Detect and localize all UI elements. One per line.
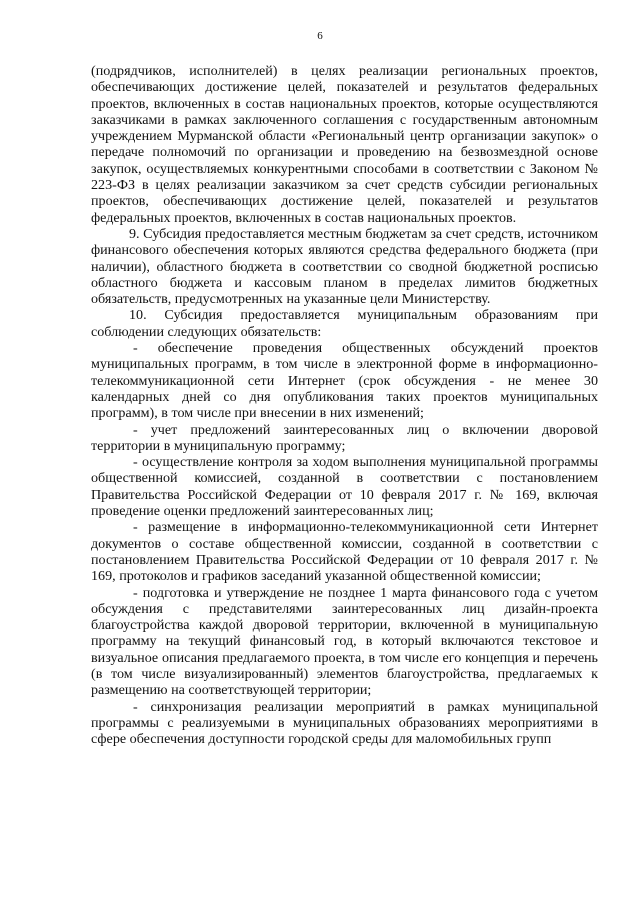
list-item: - синхронизация реализации мероприятий в рамках муниципальной программы с реализуемыми в муниципальных образованиях мероприятиями в сфере обеспечения доступности городской среды для маломобильных групп xyxy=(91,698,598,748)
document-body xyxy=(91,63,598,747)
list-item: - учет предложений заинтересованных лиц о включении дворовой территории в муниципальную программу; xyxy=(91,421,598,454)
paragraph-10: 10. Субсидия предоставляется муниципальным образованиям при соблюдении следующих обязательств: xyxy=(91,307,598,340)
list-item: - размещение в информационно-телекоммуникационной сети Интернет документов о составе общественной комиссии, созданной в соответствии с постановлением Правительства Российской Федерации от 10 февраля 2017 г. № 169, протоколов и графиков заседаний указанной общественной комиссии; xyxy=(91,519,598,585)
paragraph-continuation: (подрядчиков, исполнителей) в целях реализации региональных проектов, обеспечивающих достижение целей, показателей и результатов федеральных проектов, включенных в состав национальных проектов, которые осуществляются заказчиками в рамках заключенного соглашения с государственным автономным учреждением Мурманской области «Региональный центр организации закупок» о передаче полномочий по организации и проведению на безвозмездной основе закупок, осуществляемых конкурентными способами в соответствии с Законом № 223-ФЗ в целях реализации заказчиком за счет средств субсидии региональных проектов, обеспечивающих достижение целей, показателей и результатов федеральных проектов, включенных в состав национальных проектов. xyxy=(91,63,598,226)
page-number: 6 xyxy=(317,30,323,42)
paragraph-9: 9. Субсидия предоставляется местным бюджетам за счет средств, источником финансового обеспечения которых являются средства федерального бюджета (при наличии), областного бюджета в соответствии со сводной бюджетной росписью областного бюджета и кассовым планом в пределах лимитов бюджетных обязательств, предусмотренных на указанные цели Министерству. xyxy=(91,225,598,308)
list-item: - подготовка и утверждение не позднее 1 марта финансового года с учетом обсуждения с представителями заинтересованных лиц дизайн-проекта благоустройства каждой дворовой территории, включенной в муниципальную программу на текущий финансовый год, в который включаются текстовое и визуальное описания предлагаемого проекта, в том числе его концепция и перечень (в том числе визуализированный) элементов благоустройства, предлагаемых к размещению на соответствующей территории; xyxy=(91,584,598,699)
list-item: - осуществление контроля за ходом выполнения муниципальной программы общественной комиссией, созданной в соответствии с постановлением Правительства Российской Федерации от 10 февраля 2017 г. № 169, включая проведение оценки предложений заинтересованных лиц; xyxy=(91,454,598,520)
list-item: - обеспечение проведения общественных обсуждений проектов муниципальных программ, в том числе в электронной форме в информационно-телекоммуникационной сети Интернет (срок обсуждения - не менее 30 календарных дней со дня опубликования таких проектов муниципальных программ), в том числе при внесении в них изменений; xyxy=(91,340,598,422)
